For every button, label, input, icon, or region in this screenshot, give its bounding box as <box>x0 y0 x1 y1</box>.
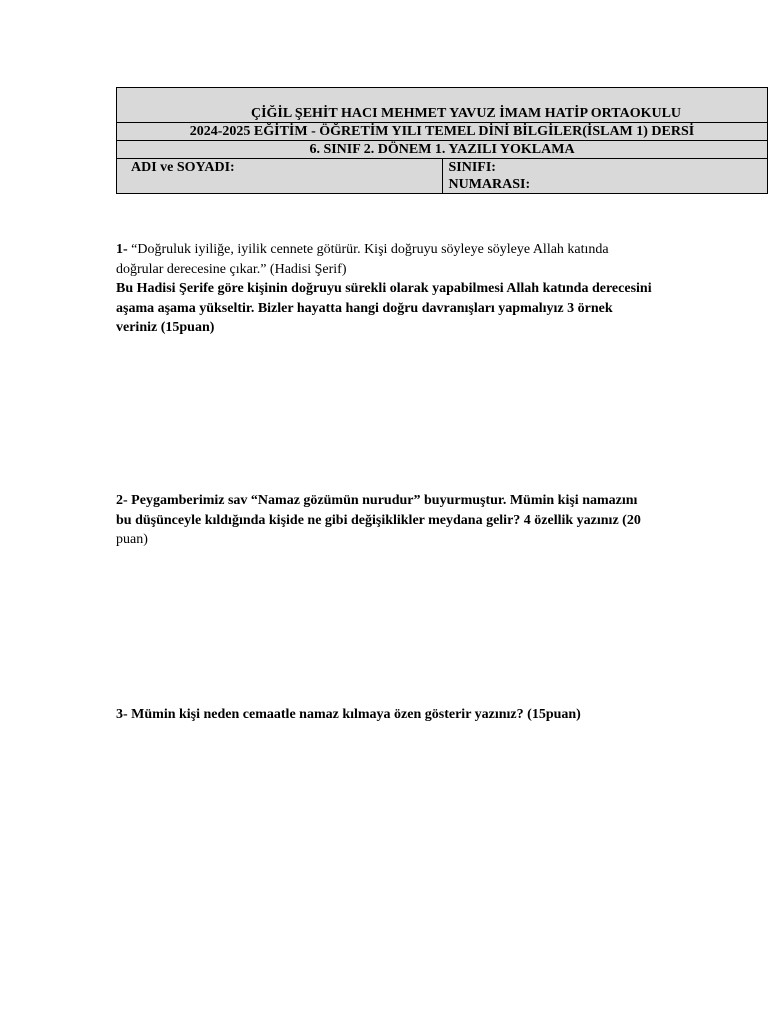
question-3-number: 3- <box>116 707 128 722</box>
question-3 <box>116 705 656 725</box>
question-3-prompt: Mümin kişi neden cemaatle namaz kılmaya özen gösterir yazınız? (15puan) <box>127 707 581 722</box>
question-2-suffix: puan) <box>116 532 148 547</box>
question-1-prompt: Bu Hadisi Şerife göre kişinin doğruyu sürekli olarak yapabilmesi Allah katında derecesini aşama aşama yükseltir. Bizler hayatta hangi doğru davranışları yapmalıyız 3 örnek veriniz (15puan) <box>116 281 652 335</box>
question-1-quote: “Doğruluk iyiliğe, iyilik cennete götürür. Kişi doğruyu söyleye söyleye Allah katında doğrular derecesine çıkar.” (Hadisi Şerif) <box>116 242 609 277</box>
question-1-number: 1- <box>116 242 128 257</box>
exam-header-table <box>116 87 768 194</box>
exam-title: 6. SINIF 2. DÖNEM 1. YAZILI YOKLAMA <box>309 142 575 157</box>
school-name: ÇİĞİL ŞEHİT HACI MEHMET YAVUZ İMAM HATİP ORTAOKULU <box>250 106 682 121</box>
question-2-number: 2- <box>116 493 128 508</box>
question-1 <box>116 240 656 338</box>
year-course-cell <box>117 123 768 141</box>
number-label: NUMARASI: <box>448 177 531 192</box>
student-class-cell <box>442 159 768 194</box>
question-2 <box>116 491 656 550</box>
year-course: 2024-2025 EĞİTİM - ÖĞRETİM YILI TEMEL DİNİ BİLGİLER(İSLAM 1) DERSİ <box>189 124 695 139</box>
student-name-cell <box>117 159 443 194</box>
exam-title-cell <box>117 141 768 159</box>
school-name-cell <box>117 88 768 123</box>
name-label: ADI ve SOYADI: <box>131 160 235 175</box>
question-2-prompt: Peygamberimiz sav “Namaz gözümün nurudur” buyurmuştur. Mümin kişi namazını bu düşünceyle kıldığında kişide ne gibi değişiklikler meydana gelir? 4 özellik yazınız (20 <box>116 493 641 528</box>
class-label: SINIFI: <box>448 160 496 175</box>
